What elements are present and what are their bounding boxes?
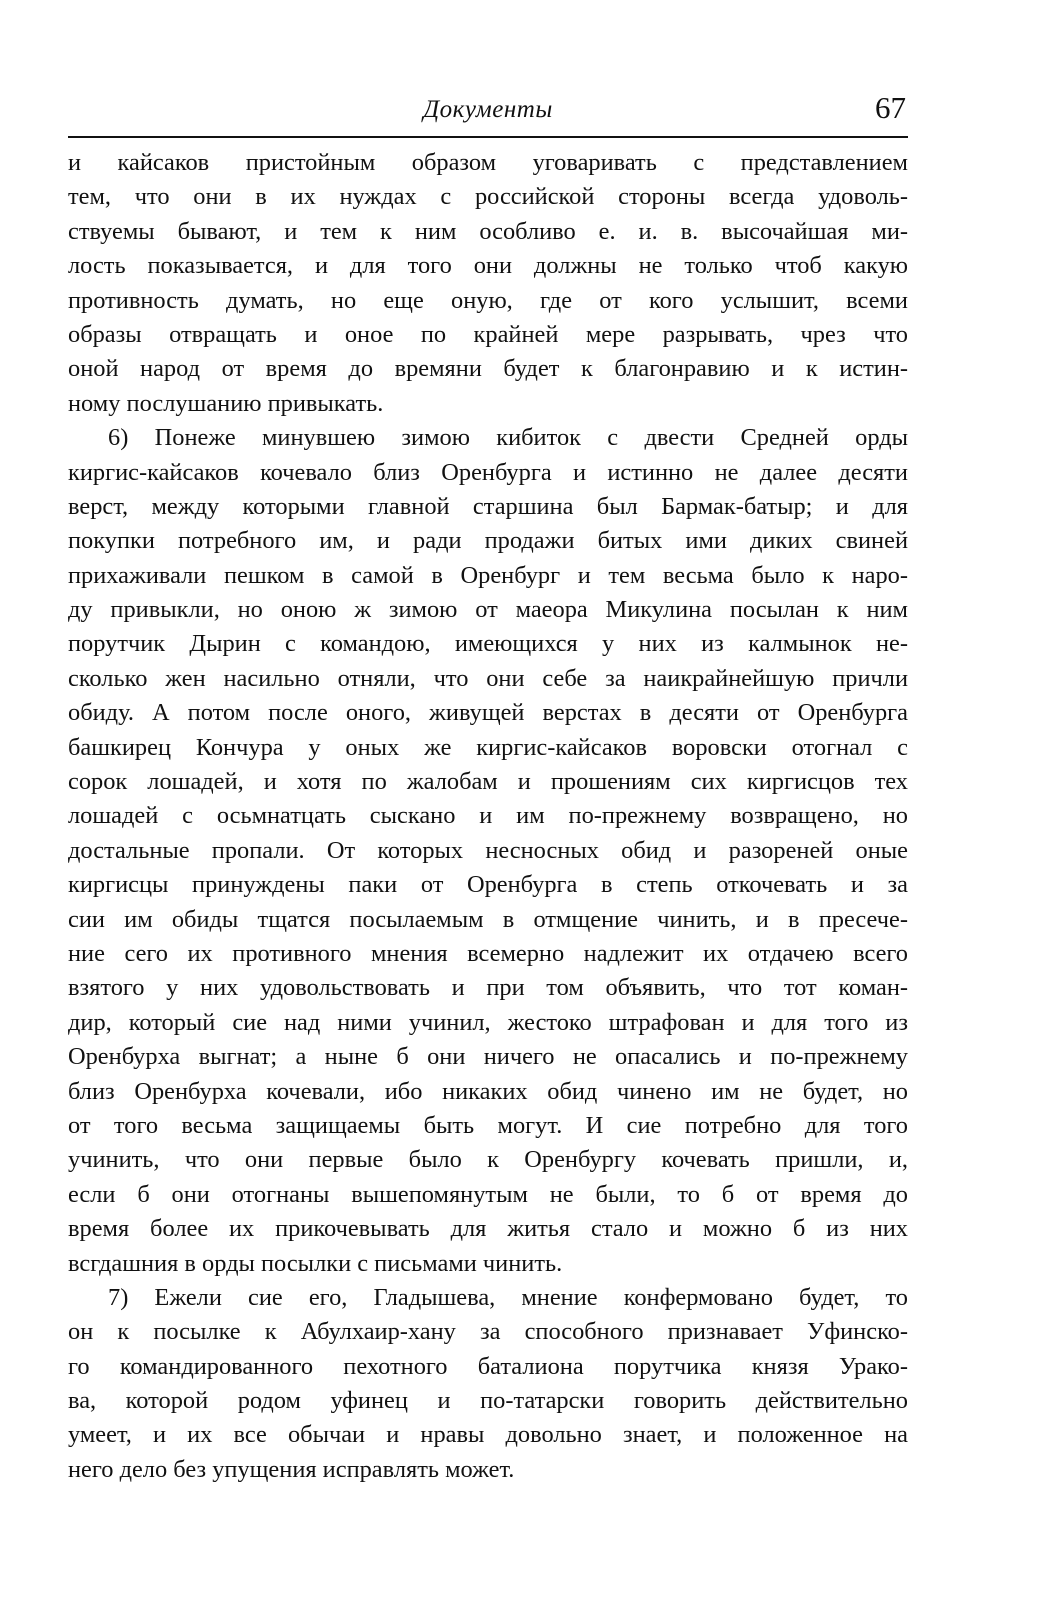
text-line: сии им обиды тщатся посылаемым в отмщение чинить, и в пресече- <box>68 905 908 933</box>
text-line: тем, что они в их нуждах с российской стороны всегда удоволь- <box>68 183 908 211</box>
text-line: прихаживали пешком в самой в Оренбург и тем весьма было к наро- <box>68 561 908 589</box>
text-line: учинить, что они первые было к Оренбургу кочевать пришли, и, <box>68 1146 908 1174</box>
text-line: время более их прикочевывать для житья стало и можно б из них <box>68 1215 908 1243</box>
text-line: ному послушанию привыкать. <box>68 389 384 417</box>
text-line: дир, который сие над ними учинил, жестоко штрафован и для того из <box>68 1008 908 1036</box>
text-line: него дело без упущения исправлять может. <box>68 1455 515 1483</box>
text-line: взятого у них удовольствовать и при том объявить, что тот коман- <box>68 974 908 1002</box>
text-line: Оренбурха выгнат; а ныне б они ничего не опасались и по-прежнему <box>68 1043 908 1071</box>
text-line: ствуемы бывают, и тем к ним особливо е. и. в. высочайшая ми- <box>68 217 908 245</box>
text-line: образы отвращать и оное по крайней мере разрывать, чрез что <box>68 320 908 348</box>
text-line: и кайсаков пристойным образом уговаривать с представлением <box>68 149 908 176</box>
text-line: лошадей с осьмнатцать сыскано и им по-прежнему возвращено, но <box>68 802 908 830</box>
running-title: Документы <box>423 96 553 123</box>
text-line: достальные пропали. От которых несносных обид и разореней оные <box>68 836 908 864</box>
page-number: 67 <box>875 90 906 125</box>
text-line: ду привыкли, но оною ж зимою от маеора Микулина посылан к ним <box>68 596 908 624</box>
text-line: верст, между которыми главной старшина был Бармак-батыр; и для <box>68 492 908 520</box>
text-line: порутчик Дырин с командою, имеющихся у них из калмынок не- <box>68 630 908 658</box>
text-line: ва, которой родом уфинец и по-татарски говорить действительно <box>68 1387 908 1415</box>
text-line: покупки потребного им, и ради продажи битых ими диких свиней <box>68 527 908 555</box>
running-header <box>68 90 908 138</box>
text-line: противность думать, но еще оную, где от кого услышит, всеми <box>68 286 908 314</box>
text-line: ние сего их противного мнения всемерно надлежит их отдачею всего <box>68 939 908 967</box>
text-line: киргисцы принуждены паки от Оренбурга в степь откочевать и за <box>68 871 908 899</box>
text-line: го командированного пехотного баталиона порутчика князя Урако- <box>68 1352 908 1380</box>
paragraph-start: 6) Понеже минувшею зимою кибиток с двести Средней орды <box>108 424 908 452</box>
body-text <box>68 146 908 1487</box>
text-line: сколько жен насильно отняли, что они себе за наикрайнейшую причли <box>68 664 908 692</box>
text-line: он к посылке к Абулхаир-хану за способного признавает Уфинско- <box>68 1318 908 1346</box>
text-line: всгдашния в орды посылки с письмами чинить. <box>68 1249 563 1277</box>
document-page <box>68 90 908 1487</box>
text-line: обиду. А потом после оного, живущей верстах в десяти от Оренбурга <box>68 699 908 727</box>
paragraph-start: 7) Ежели сие его, Гладышева, мнение конфермовано будет, то <box>108 1283 908 1311</box>
text-line: оной народ от время до времяни будет к благонравию и к истин- <box>68 355 908 383</box>
text-line: башкирец Кончура у оных же киргис-кайсаков воровски отогнал с <box>68 733 908 761</box>
text-line: сорок лошадей, и хотя по жалобам и прошениям сих киргисцов тех <box>68 768 908 796</box>
text-line: от того весьма защищаемы быть могут. И сие потребно для того <box>68 1111 908 1139</box>
text-line: киргис-кайсаков кочевало близ Оренбурга и истинно не далее десяти <box>68 458 908 486</box>
text-line: близ Оренбурха кочевали, ибо никаких обид чинено им не будет, но <box>68 1077 908 1105</box>
text-line: лость показывается, и для того они должны не только чтоб какую <box>68 252 908 280</box>
text-line: если б они отогнаны вышепомянутым не были, то б от время до <box>68 1180 908 1208</box>
text-line: умеет, и их все обычаи и нравы довольно знает, и положенное на <box>68 1421 908 1449</box>
